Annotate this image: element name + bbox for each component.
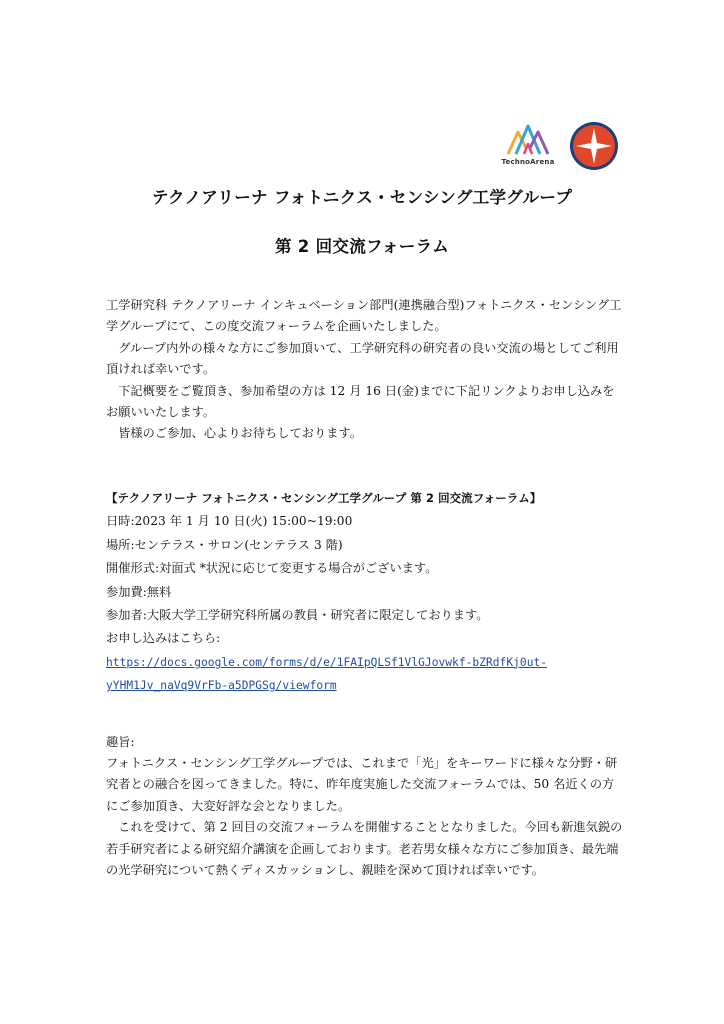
page-title-line1: テクノアリーナ フォトニクス・センシング工学グループ — [151, 188, 573, 207]
intro-paragraph-2: グループ内外の様々な方にご参加頂いて、工学研究科の研究者の良い交流の場としてご利用頂ければ幸いです。 — [106, 340, 619, 377]
intro-paragraph-3: 下記概要をご覧頂き、参加希望の方は 12 月 16 日(金)までに下記リンクよりお申し込みをお願いいたします。 — [106, 383, 615, 420]
compass-star-logo-icon — [568, 120, 620, 172]
purpose-paragraph-2: これを受けて、第 2 回目の交流フォーラムを開催することとなりました。今回も新進気鋭の若手研究者による研究紹介講演を企画しております。老若男女様々な方にご参加頂き、最先端の光学研究について熱くディスカッションし、親睦を深めて頂ければ幸いです。 — [106, 820, 623, 878]
logo-area — [500, 118, 630, 174]
technoarena-caption: TechnoArena — [501, 158, 555, 166]
application-form-link[interactable]: https://docs.google.com/forms/d/e/1FAIpQLSf1VlGJovwkf-bZRdfKj0ut- — [106, 655, 548, 669]
event-fee: 参加費:無料 — [106, 584, 172, 599]
intro-section — [106, 295, 626, 445]
purpose-heading: 趣旨: — [106, 735, 135, 749]
intro-paragraph-1: 工学研究科 テクノアリーナ インキュベーション部門(連携融合型)フォトニクス・センシング工学グループにて、この度交流フォーラムを企画いたしました。 — [106, 298, 622, 334]
event-heading: 【テクノアリーナ フォトニクス・センシング工学グループ 第 2 回交流フォーラム】 — [106, 491, 542, 505]
intro-paragraph-4: 皆様のご参加、心よりお待ちしております。 — [118, 426, 362, 441]
application-form-link-continued[interactable]: yYHM1Jv_naVq9VrFb-a5DPGSg/viewform — [106, 679, 337, 693]
page-title-line2: 第 2 回交流フォーラム — [274, 237, 450, 256]
purpose-section — [106, 731, 626, 881]
event-participants: 参加者:大阪大学工学研究科所属の教員・研究者に限定しております。 — [106, 607, 489, 622]
purpose-paragraph-1: フォトニクス・センシング工学グループでは、これまで「光」をキーワードに様々な分野・研究者との融合を図ってきました。特に、昨年度実施した交流フォーラムでは、50 名近くの方にご参加頂き、大変好評な会となりました。 — [106, 756, 618, 813]
event-datetime: 日時:2023 年 1 月 10 日(火) 15:00~19:00 — [106, 514, 353, 529]
event-venue: 場所:センテラス・サロン(センテラス 3 階) — [106, 537, 343, 552]
apply-label: お申し込みはこちら: — [106, 631, 221, 646]
event-format: 開催形式:対面式 *状況に応じて変更する場合がございます。 — [106, 561, 438, 576]
event-details — [106, 487, 626, 698]
